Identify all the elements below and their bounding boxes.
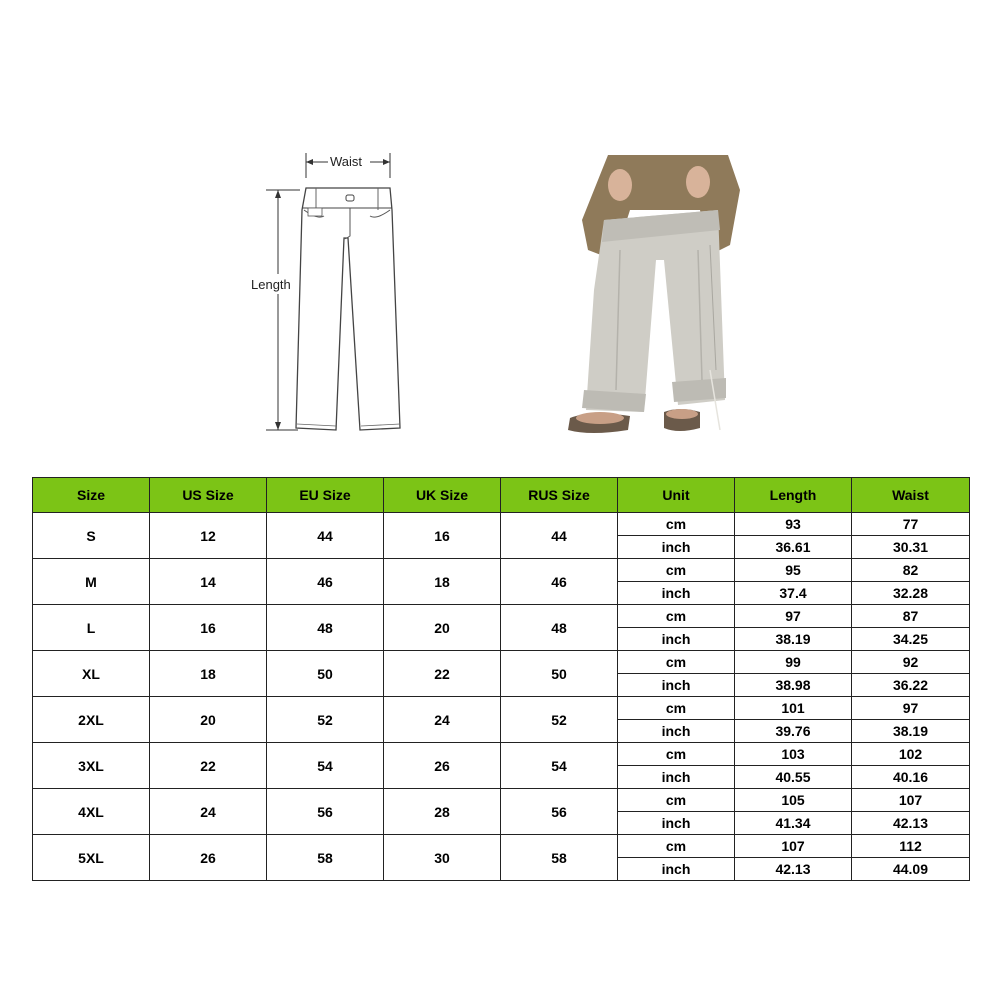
pants-outline-icon (240, 148, 420, 438)
column-header: US Size (150, 478, 267, 513)
inch-waist-cell: 38.19 (852, 720, 970, 743)
column-header: Length (735, 478, 852, 513)
size-cell-uk: 26 (384, 743, 501, 789)
table-row (33, 697, 970, 720)
column-header: Size (33, 478, 150, 513)
size-cell-rus: 48 (501, 605, 618, 651)
inch-unit-cell: inch (618, 628, 735, 651)
inch-unit-cell: inch (618, 812, 735, 835)
inch-unit-cell: inch (618, 536, 735, 559)
inch-waist-cell: 42.13 (852, 812, 970, 835)
size-cell-rus: 56 (501, 789, 618, 835)
inch-unit-cell: inch (618, 858, 735, 881)
size-cell-us: 18 (150, 651, 267, 697)
size-cell-us: 16 (150, 605, 267, 651)
column-header: Waist (852, 478, 970, 513)
size-cell-us: 24 (150, 789, 267, 835)
inch-length-cell: 39.76 (735, 720, 852, 743)
model-wearing-pants-photo-icon (560, 150, 760, 440)
size-cell-size: XL (33, 651, 150, 697)
cm-waist-cell: 92 (852, 651, 970, 674)
table-row (33, 789, 970, 812)
size-chart-table (32, 477, 970, 881)
size-cell-eu: 44 (267, 513, 384, 559)
cm-waist-cell: 97 (852, 697, 970, 720)
size-cell-rus: 58 (501, 835, 618, 881)
table-row (33, 835, 970, 858)
size-cell-uk: 22 (384, 651, 501, 697)
column-header: RUS Size (501, 478, 618, 513)
size-cell-size: 4XL (33, 789, 150, 835)
header-row (33, 478, 970, 513)
inch-waist-cell: 34.25 (852, 628, 970, 651)
table-row (33, 651, 970, 674)
inch-waist-cell: 36.22 (852, 674, 970, 697)
cm-length-cell: 103 (735, 743, 852, 766)
inch-waist-cell: 32.28 (852, 582, 970, 605)
cm-length-cell: 107 (735, 835, 852, 858)
inch-unit-cell: inch (618, 766, 735, 789)
cm-unit-cell: cm (618, 559, 735, 582)
size-cell-eu: 54 (267, 743, 384, 789)
size-cell-rus: 50 (501, 651, 618, 697)
inch-unit-cell: inch (618, 674, 735, 697)
size-cell-rus: 54 (501, 743, 618, 789)
inch-unit-cell: inch (618, 720, 735, 743)
cm-length-cell: 105 (735, 789, 852, 812)
model-photo (560, 150, 760, 440)
column-header: Unit (618, 478, 735, 513)
column-header: EU Size (267, 478, 384, 513)
size-cell-us: 14 (150, 559, 267, 605)
cm-length-cell: 97 (735, 605, 852, 628)
size-cell-eu: 46 (267, 559, 384, 605)
length-dimension-label: Length (251, 277, 291, 292)
size-cell-size: 3XL (33, 743, 150, 789)
size-cell-uk: 20 (384, 605, 501, 651)
table-row (33, 513, 970, 536)
cm-length-cell: 95 (735, 559, 852, 582)
size-cell-size: S (33, 513, 150, 559)
size-cell-us: 12 (150, 513, 267, 559)
inch-length-cell: 36.61 (735, 536, 852, 559)
column-header: UK Size (384, 478, 501, 513)
cm-unit-cell: cm (618, 743, 735, 766)
size-cell-uk: 24 (384, 697, 501, 743)
cm-length-cell: 99 (735, 651, 852, 674)
cm-unit-cell: cm (618, 513, 735, 536)
size-cell-rus: 44 (501, 513, 618, 559)
size-cell-uk: 30 (384, 835, 501, 881)
inch-waist-cell: 40.16 (852, 766, 970, 789)
inch-waist-cell: 30.31 (852, 536, 970, 559)
size-cell-size: 2XL (33, 697, 150, 743)
table-row (33, 605, 970, 628)
inch-length-cell: 41.34 (735, 812, 852, 835)
waist-dimension-label: Waist (330, 154, 363, 169)
cm-waist-cell: 102 (852, 743, 970, 766)
cm-waist-cell: 87 (852, 605, 970, 628)
table-row (33, 559, 970, 582)
size-cell-us: 20 (150, 697, 267, 743)
cm-waist-cell: 77 (852, 513, 970, 536)
cm-unit-cell: cm (618, 697, 735, 720)
pants-measurement-diagram (240, 148, 420, 438)
size-cell-us: 26 (150, 835, 267, 881)
size-cell-us: 22 (150, 743, 267, 789)
inch-length-cell: 38.19 (735, 628, 852, 651)
cm-length-cell: 93 (735, 513, 852, 536)
size-cell-uk: 16 (384, 513, 501, 559)
cm-unit-cell: cm (618, 651, 735, 674)
inch-waist-cell: 44.09 (852, 858, 970, 881)
inch-length-cell: 40.55 (735, 766, 852, 789)
size-cell-size: L (33, 605, 150, 651)
size-cell-eu: 58 (267, 835, 384, 881)
cm-length-cell: 101 (735, 697, 852, 720)
size-cell-rus: 52 (501, 697, 618, 743)
size-cell-eu: 48 (267, 605, 384, 651)
size-cell-size: 5XL (33, 835, 150, 881)
size-cell-uk: 28 (384, 789, 501, 835)
size-cell-rus: 46 (501, 559, 618, 605)
cm-waist-cell: 112 (852, 835, 970, 858)
size-cell-eu: 56 (267, 789, 384, 835)
inch-length-cell: 42.13 (735, 858, 852, 881)
cm-waist-cell: 107 (852, 789, 970, 812)
inch-length-cell: 38.98 (735, 674, 852, 697)
inch-unit-cell: inch (618, 582, 735, 605)
size-cell-uk: 18 (384, 559, 501, 605)
size-cell-eu: 52 (267, 697, 384, 743)
inch-length-cell: 37.4 (735, 582, 852, 605)
size-cell-size: M (33, 559, 150, 605)
size-cell-eu: 50 (267, 651, 384, 697)
cm-unit-cell: cm (618, 605, 735, 628)
cm-unit-cell: cm (618, 789, 735, 812)
table-row (33, 743, 970, 766)
cm-unit-cell: cm (618, 835, 735, 858)
table-body (33, 513, 970, 881)
cm-waist-cell: 82 (852, 559, 970, 582)
